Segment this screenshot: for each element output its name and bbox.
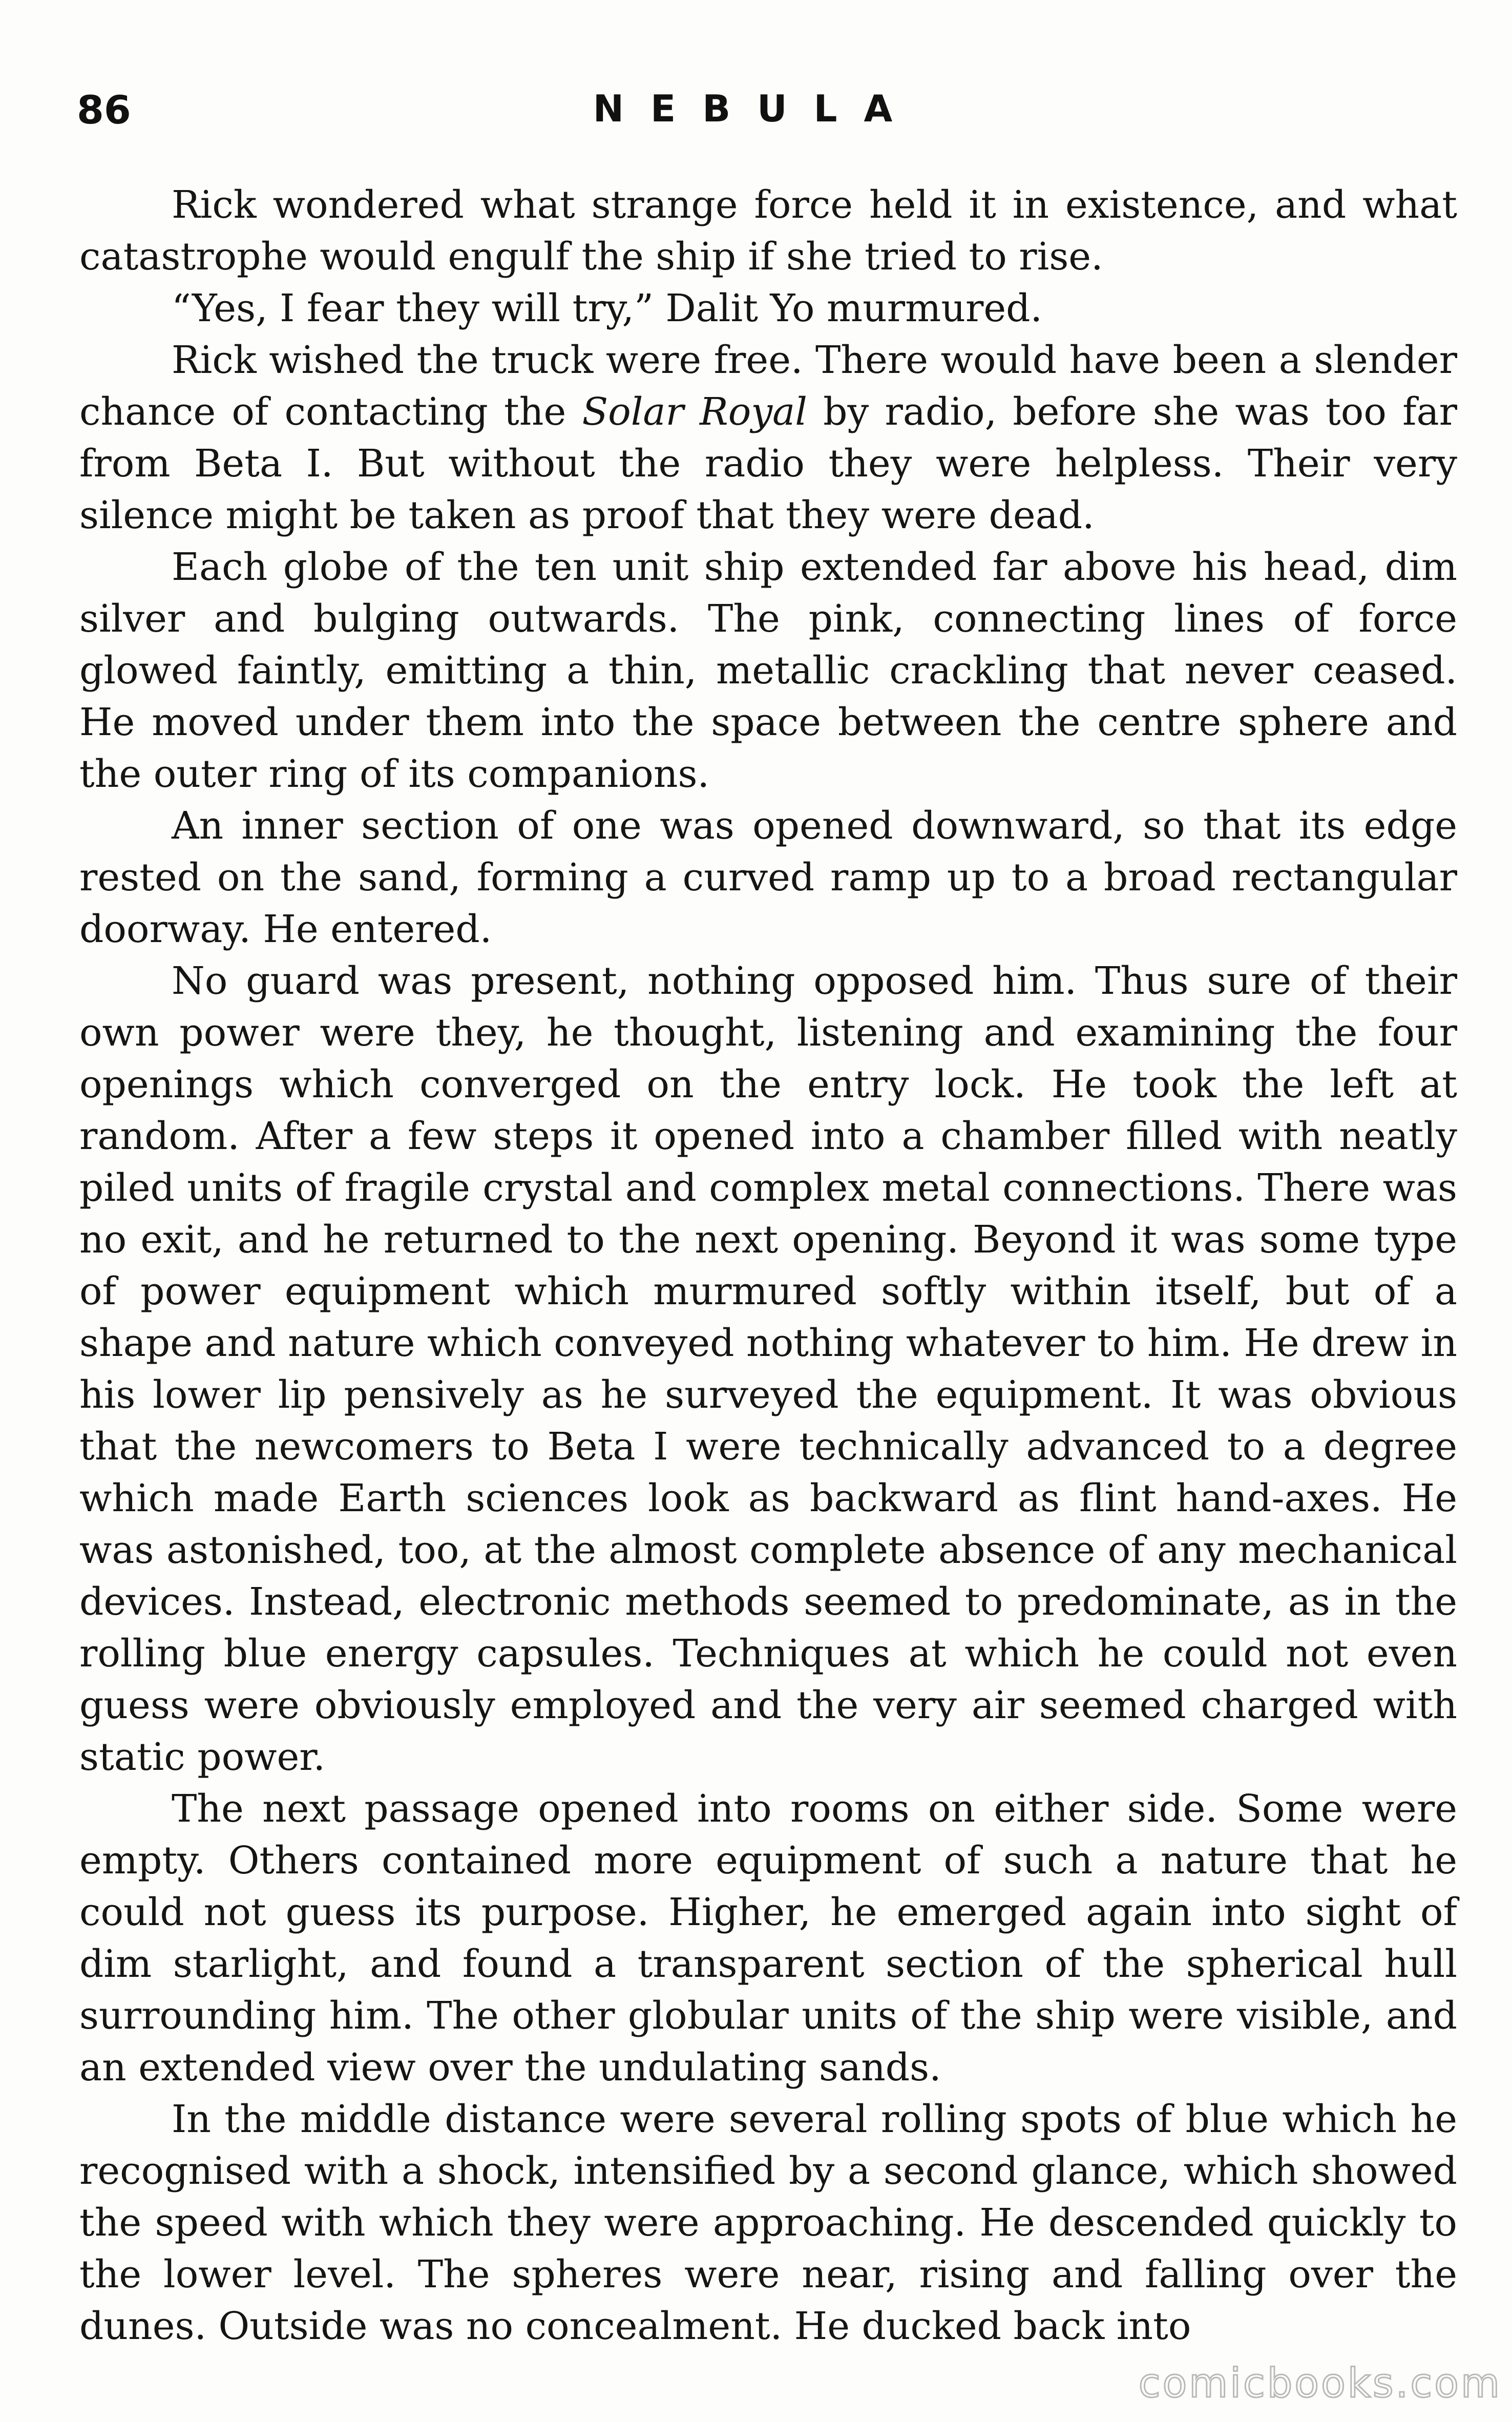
paragraph-text: by radio, before she was too far from Beta I. But without the radio they were helpless. Their very silence might be taken as proof that they were dead. — [79, 390, 1457, 537]
paragraph — [79, 335, 1457, 541]
paragraph: The next passage opened into rooms on either side. Some were empty. Others contained more equipment of such a nature that he could not guess its purpose. Higher, he emerged again into sight of dim starlight, and found a transparent section of the spherical hull surrounding him. The other globular units of the ship were visible, and an extended view over the undulating sands. — [79, 1787, 1457, 2090]
paragraph-text: Rick wished the truck were free. There would have been a slender chance of contacting the — [79, 338, 1457, 434]
page-number: 86 — [77, 87, 131, 133]
body-text — [79, 179, 1457, 2352]
running-head: NEBULA — [593, 87, 919, 130]
paragraph: “Yes, I fear they will try,” Dalit Yo murmured. — [172, 286, 1043, 330]
paragraph: In the middle distance were several rolling spots of blue which he recognised with a shock, intensified by a second glance, which showed the speed with which they were approaching. He descended quickly to the lower level. The spheres were near, rising and falling over the dunes. Outside was no concealment. He ducked back into — [79, 2097, 1457, 2348]
ship-name: Solar Royal — [582, 390, 807, 434]
paragraph: An inner section of one was opened downward, so that its edge rested on the sand, forming a curved ramp up to a broad rectangular doorway. He entered. — [79, 804, 1457, 951]
paragraph: No guard was present, nothing opposed him. Thus sure of their own power were they, he thought, listening and examining the four openings which converged on the entry lock. He took the left at random. After a few steps it opened into a chamber filled with neatly piled units of fragile crystal and complex metal connections. There was no exit, and he returned to the next opening. Beyond it was some type of power equipment which murmured softly within itself, but of a shape and nature which conveyed nothing whatever to him. He drew in his lower lip pensively as he surveyed the equipment. It was obvious that the newcomers to Beta I were technically advanced to a degree which made Earth sciences look as backward as flint hand-axes. He was astonished, too, at the almost complete absence of any mechanical devices. Instead, electronic methods seemed to predominate, as in the rolling blue energy capsules. Techniques at which he could not even guess were obviously employed and the very air seemed charged with static power. — [79, 959, 1457, 1779]
paragraph: Rick wondered what strange force held it in existence, and what catastrophe would engulf the ship if she tried to rise. — [79, 183, 1457, 279]
watermark: comicbooks.com — [1138, 2361, 1502, 2407]
paragraph: Each globe of the ten unit ship extended far above his head, dim silver and bulging outwards. The pink, connecting lines of force glowed faintly, emitting a thin, metallic crackling that never ceased. He moved under them into the space between the centre sphere and the outer ring of its companions. — [79, 545, 1457, 796]
